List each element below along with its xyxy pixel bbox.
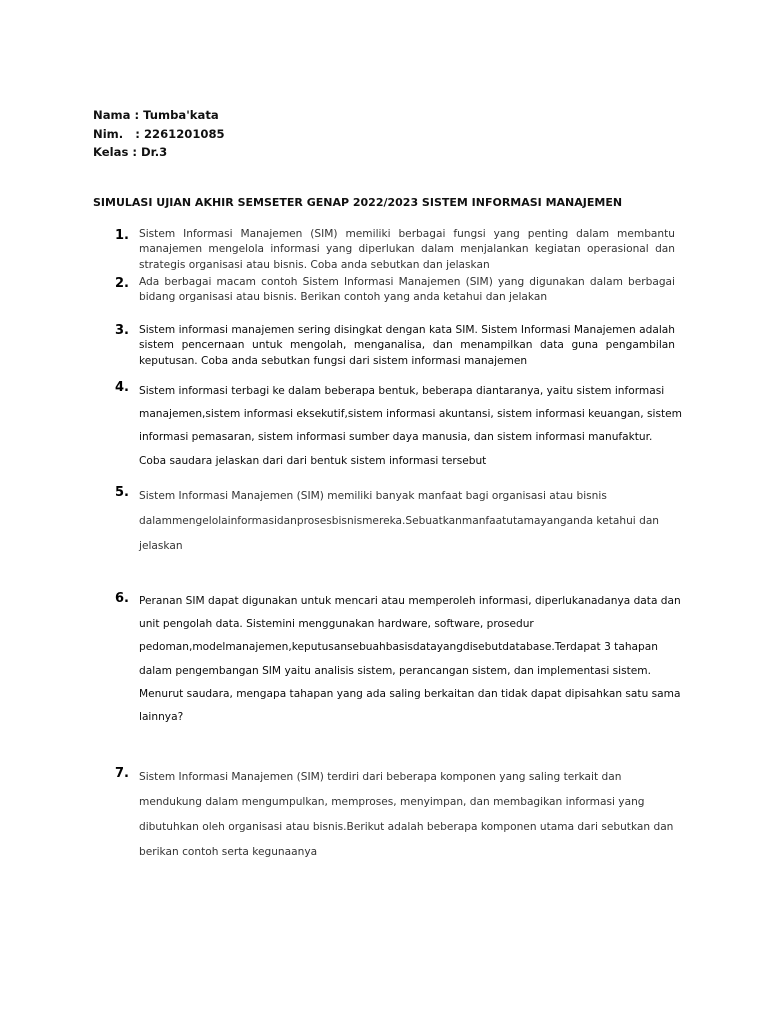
question-line: dalammengelolainformasidanprosesbisnismereka.Sebuatkanmanfaatutamayanganda ketahui dan	[139, 515, 660, 527]
question-number: 4.	[115, 380, 129, 395]
question-number: 3.	[115, 323, 129, 338]
question-line: unit pengolah data. Sistemini menggunakan hardware, software, prosedur	[139, 618, 534, 631]
question-number: 6.	[115, 591, 129, 606]
student-class: Kelas : Dr.3	[93, 145, 168, 159]
question-text: Sistem informasi manajemen sering disingkat dengan kata SIM. Sistem Informasi Manajemen adalah sistem pencernaan untuk mengolah, menganalisa, dan menampilkan data guna pengambilan keputusan. Coba anda sebutkan fungsi dari sistem informasi manajemen	[139, 324, 675, 367]
question-line: lainnya?	[139, 711, 184, 724]
question-line: Sistem Informasi Manajemen (SIM) memiliki banyak manfaat bagi organisasi atau bisnis	[139, 490, 607, 502]
student-name: Nama : Tumba'kata	[93, 108, 219, 122]
student-info	[93, 106, 225, 162]
question-number: 1.	[115, 228, 129, 243]
question-line: Coba saudara jelaskan dari dari bentuk sistem informasi tersebut	[139, 454, 487, 467]
question-text: Ada berbagai macam contoh Sistem Informasi Manajemen (SIM) yang digunakan dalam berbagai bidang organisasi atau bisnis. Berikan contoh yang anda ketahui dan jelakan	[139, 276, 675, 304]
question-number: 2.	[115, 276, 129, 291]
question-line: Menurut saudara, mengapa tahapan yang ada saling berkaitan dan tidak dapat dipisahkan satu sama	[139, 687, 681, 700]
question-line: Sistem Informasi Manajemen (SIM) terdiri dari beberapa komponen yang saling terkait dan	[139, 771, 622, 783]
question-text	[139, 765, 675, 865]
exam-title: SIMULASI UJIAN AKHIR SEMSETER GENAP 2022/2023 SISTEM INFORMASI MANAJEMEN	[93, 196, 623, 209]
question-line: Sistem informasi terbagi ke dalam beberapa bentuk, beberapa diantaranya, yaitu sistem informasi	[139, 385, 665, 397]
question-text: Sistem Informasi Manajemen (SIM) memiliki berbagai fungsi yang penting dalam membantu manajemen mengelola informasi yang diperlukan dalam menjalankan kegiatan operasional dan strategis organisasi atau bisnis. Coba anda sebutkan dan jelaskan	[139, 228, 675, 271]
question-text	[139, 380, 682, 473]
question-line: Peranan SIM dapat digunakan untuk mencari atau memperoleh informasi, diperlukanadanya data dan	[139, 595, 681, 607]
question-line: dalam pengembangan SIM yaitu analisis sistem, perancangan sistem, dan implementasi sistem.	[139, 664, 651, 677]
question-line: jelaskan	[139, 540, 183, 552]
student-nim: Nim. : 2261201085	[93, 126, 225, 141]
question-line: mendukung dalam mengumpulkan, memproses, menyimpan, dan membagikan informasi yang	[139, 796, 645, 808]
question-line: manajemen,sistem informasi eksekutif,sistem informasi akuntansi, sistem informasi keuangan, sistem	[139, 408, 682, 421]
question-line: pedoman,modelmanajemen,keputusansebuahbasisdatayangdisebutdatabase.Terdapat 3 tahapan	[139, 641, 658, 654]
question-line: berikan contoh serta kegunaanya	[139, 846, 318, 858]
question-line: dibutuhkan oleh organisasi atau bisnis.Berikut adalah beberapa komponen utama dari sebutkan dan	[139, 821, 674, 833]
question-line: informasi pemasaran, sistem informasi sumber daya manusia, dan sistem informasi manufaktur.	[139, 431, 653, 444]
question-number: 7.	[115, 766, 129, 781]
question-number: 5.	[115, 485, 129, 500]
question-text	[139, 484, 675, 559]
question-text	[139, 590, 681, 729]
